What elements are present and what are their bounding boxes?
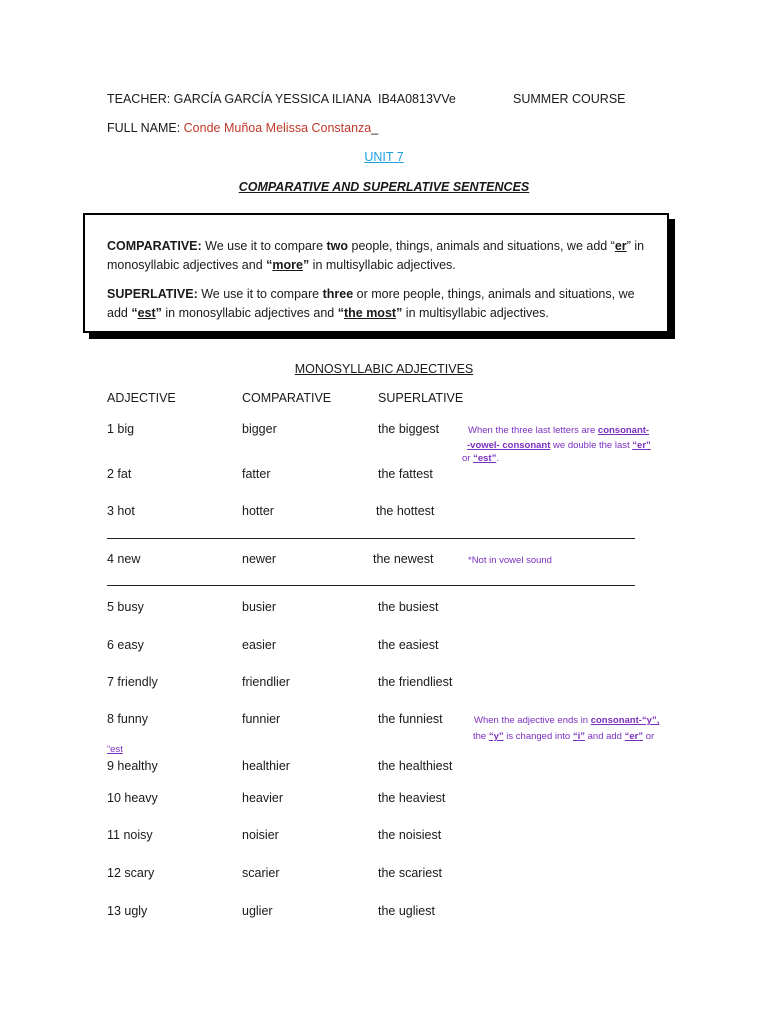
full-name-label: FULL NAME: [107, 121, 181, 135]
superlative-cell: the hottest [376, 504, 435, 518]
comparative-term: COMPARATIVE: [107, 239, 202, 253]
superlative-cell: the scariest [378, 866, 442, 880]
full-name-line [107, 121, 378, 135]
superlative-cell: the easiest [378, 638, 439, 652]
adjective-cell: 3 hot [107, 504, 135, 518]
adjective-cell: 11 noisy [107, 828, 153, 842]
superlative-cell: the heaviest [378, 791, 446, 805]
note-new: *Not in vowel sound [468, 555, 552, 566]
column-header-adjective: ADJECTIVE [107, 391, 176, 405]
superlative-cell: the healthiest [378, 759, 453, 773]
note-double-line3: or “est”. [462, 453, 499, 464]
full-name-value: Conde Muñoa Melissa Constanza [183, 121, 372, 135]
course-title: SUMMER COURSE [513, 92, 626, 106]
def-keyword: two [326, 239, 349, 253]
comparative-cell: friendlier [242, 675, 290, 689]
section-title: MONOSYLLABIC ADJECTIVES [294, 362, 474, 376]
comparative-cell: heavier [242, 791, 283, 805]
note-y-line2: the “y” is changed into “i” and add “er” or [473, 731, 655, 742]
note-y-line3: “est [107, 744, 123, 755]
note-y-line1: When the adjective ends in consonant-“y”, [474, 715, 660, 726]
def-text: in multisyllabic adjectives. [309, 258, 456, 272]
divider-line [107, 585, 635, 586]
divider-line [107, 538, 635, 539]
course-code: IB4A0813VVe [378, 92, 456, 106]
def-quote: “ [266, 258, 273, 272]
column-header-comparative: COMPARATIVE [242, 391, 332, 405]
adjective-cell: 4 new [107, 552, 141, 566]
comparative-cell: noisier [242, 828, 279, 842]
full-name-trail: _ [371, 121, 379, 135]
adjective-cell: 5 busy [107, 600, 144, 614]
adjective-cell: 1 big [107, 422, 135, 436]
superlative-cell: the fattest [378, 467, 433, 481]
teacher-name: TEACHER: GARCÍA GARCÍA YESSICA ILIANA [107, 92, 372, 106]
comparative-cell: healthier [242, 759, 290, 773]
unit-title: UNIT 7 [364, 150, 404, 164]
adjective-cell: 7 friendly [107, 675, 158, 689]
adjective-cell: 12 scary [107, 866, 155, 880]
superlative-cell: the busiest [378, 600, 439, 614]
def-keyword: the most [343, 306, 397, 320]
note-double-line1: When the three last letters are consonant- [468, 425, 650, 436]
def-text: We use it to compare [201, 239, 327, 253]
definitions-box [83, 213, 669, 333]
comparative-cell: scarier [242, 866, 280, 880]
adjective-cell: 9 healthy [107, 759, 158, 773]
comparative-cell: busier [242, 600, 277, 614]
def-text: or more people, things, animals and situations, we add [107, 287, 635, 320]
superlative-definition [107, 285, 649, 323]
def-keyword: er [614, 239, 627, 253]
comparative-definition [107, 237, 649, 275]
adjective-cell: 10 heavy [107, 791, 158, 805]
def-text: We use it to compare [197, 287, 323, 301]
superlative-cell: the friendliest [378, 675, 453, 689]
def-quote: “ [337, 306, 344, 320]
comparative-cell: newer [242, 552, 277, 566]
def-text: in monosyllabic adjectives and [161, 306, 338, 320]
note-double-line2: -vowel- consonant we double the last “er” [467, 440, 651, 451]
adjective-cell: 6 easy [107, 638, 144, 652]
def-text: in multisyllabic adjectives. [402, 306, 549, 320]
comparative-cell: funnier [242, 712, 281, 726]
def-quote: “ [131, 306, 138, 320]
column-header-superlative: SUPERLATIVE [378, 391, 464, 405]
comparative-cell: uglier [242, 904, 273, 918]
adjective-cell: 2 fat [107, 467, 132, 481]
superlative-term: SUPERLATIVE: [107, 287, 198, 301]
def-quote: ” [155, 306, 162, 320]
superlative-cell: the biggest [378, 422, 440, 436]
superlative-cell: the noisiest [378, 828, 442, 842]
comparative-cell: easier [242, 638, 277, 652]
comparative-cell: fatter [242, 467, 271, 481]
def-quote: ” [396, 306, 403, 320]
adjective-cell: 8 funny [107, 712, 149, 726]
lesson-subtitle: COMPARATIVE AND SUPERLATIVE SENTENCES [238, 180, 530, 194]
comparative-cell: bigger [242, 422, 277, 436]
comparative-cell: hotter [242, 504, 274, 518]
def-keyword: three [322, 287, 354, 301]
superlative-cell: the newest [373, 552, 434, 566]
adjective-cell: 13 ugly [107, 904, 148, 918]
def-quote: ” [302, 258, 310, 272]
def-keyword: est [137, 306, 156, 320]
superlative-cell: the funniest [378, 712, 443, 726]
def-text: people, things, animals and situations, we add “ [348, 239, 615, 253]
superlative-cell: the ugliest [378, 904, 435, 918]
def-text: ” in monosyllabic adjectives and [107, 239, 645, 272]
def-keyword: more [272, 258, 303, 272]
